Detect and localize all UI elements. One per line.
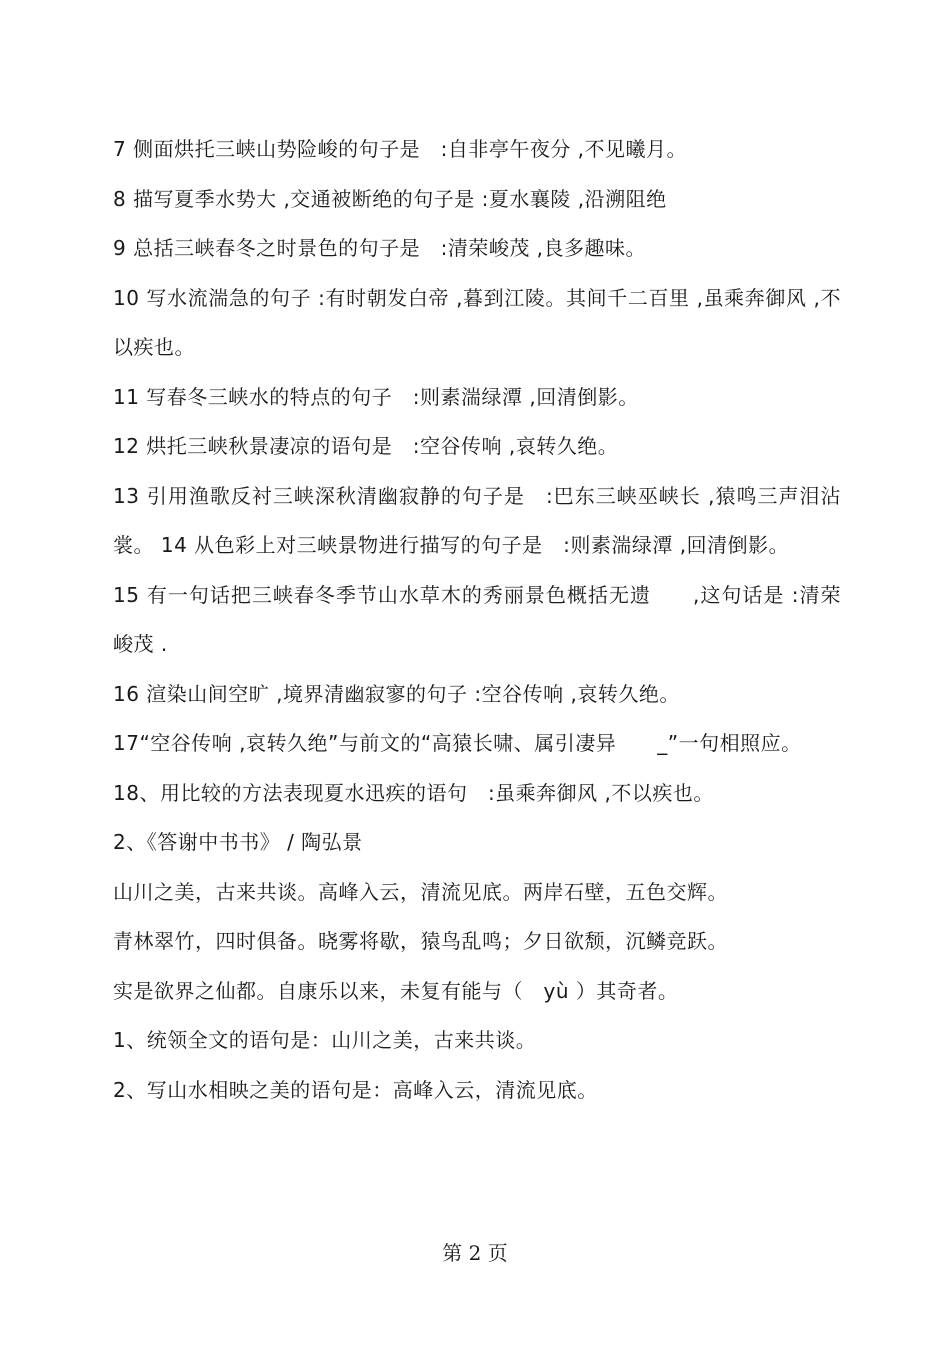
paragraph-q9: 9 总括三峡春冬之时景色的句子是 :清荣峻茂 ,良多趣味。 [113,236,647,260]
paragraph-q15: 15 有一句话把三峡春冬季节山水草木的秀丽景色概括无遗 ,这句话是 :清荣峻茂 . [113,582,841,656]
paragraph-q10: 10 写水流湍急的句子 :有时朝发白帝 ,暮到江陵。其间千二百里 ,虽乘奔御风 ,不以疾也。 [113,285,841,359]
question-item-2: 2、写山水相映之美的语句是：高峰入云，清流见底。 [113,1077,598,1102]
paragraph-q18: 18、用比较的方法表现夏水迅疾的语句 :虽乘奔御风 ,不以疾也。 [113,780,714,805]
paragraph-q7: 7 侧面烘托三峡山势险峻的句子是 :自非亭午夜分 ,不见曦月。 [113,137,688,161]
paragraph-q17: 17“空谷传响 ,哀转久绝”与前文的“高猿长啸、属引凄异 _”一句相照应。 [113,731,802,755]
paragraph-q12: 12 烘托三峡秋景凄凉的语句是 :空谷传响 ,哀转久绝。 [113,434,619,458]
page-body [113,125,841,1115]
poem-line-3: 实是欲界之仙都。自康乐以来，未复有能与（ yù ）其奇者。 [113,978,679,1003]
paragraph-q11: 11 写春冬三峡水的特点的句子 :则素湍绿潭 ,回清倒影。 [113,384,639,409]
poem-line-1: 山川之美，古来共谈。高峰入云，清流见底。两岸石壁，五色交辉。 [113,879,728,904]
paragraph-q13-q14: 13 引用渔歌反衬三峡深秋清幽寂静的句子是 :巴东三峡巫峡长 ,猿鸣三声泪沾裳。 14 从色彩上对三峡景物进行描写的句子是 :则素湍绿潭 ,回清倒影。 [113,483,841,557]
question-item-1: 1、统领全文的语句是：山川之美，古来共谈。 [113,1028,537,1052]
section-heading: 2、《答谢中书书》 / 陶弘景 [113,830,363,854]
paragraph-q8: 8 描写夏季水势大 ,交通被断绝的句子是 :夏水襄陵 ,沿溯阻绝 [113,186,667,211]
paragraph-q16: 16 渲染山间空旷 ,境界清幽寂寥的句子 :空谷传响 ,哀转久绝。 [113,681,680,706]
page-number: 第 2 页 [442,1241,508,1265]
poem-line-2: 青林翠竹，四时俱备。晓雾将歇，猿鸟乱鸣；夕日欲颓，沉鳞竞跃。 [113,929,728,953]
